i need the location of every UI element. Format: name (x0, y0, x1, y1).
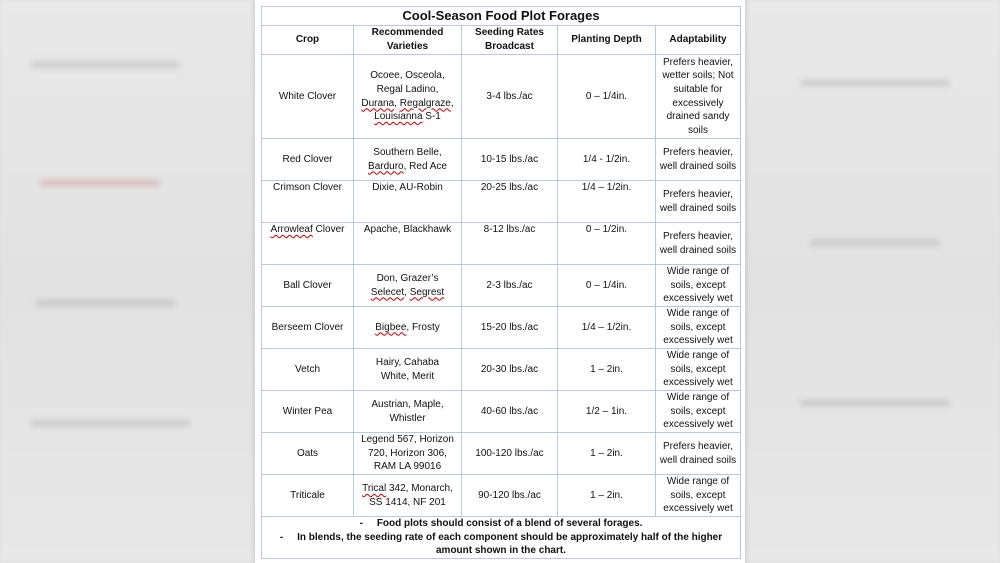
variety-line (356, 110, 459, 124)
crop-text: Arrowleaf (270, 224, 313, 235)
crop-cell: Oats (262, 433, 354, 475)
adaptability-cell: Wide range of soils, except excessively wet (656, 265, 741, 307)
variety-text: S-1 (422, 111, 441, 123)
table-title-row (262, 7, 741, 26)
variety-line (356, 482, 459, 496)
adaptability-cell: Prefers heavier, well drained soils (656, 223, 741, 265)
header-crop (262, 26, 354, 55)
varieties-cell: Dixie, AU-Robin (354, 181, 462, 223)
blurred-decoration (40, 180, 160, 186)
variety-text: Durana (361, 97, 395, 109)
crop-cell: Berseem Clover (262, 307, 354, 349)
seeding-rate-cell: 20-25 lbs./ac (462, 181, 558, 223)
header-varieties-line1: Recommended (371, 27, 444, 39)
adaptability-cell: Wide range of soils, except excessively wet (656, 349, 741, 391)
variety-text: , Red Ace (403, 160, 447, 172)
crop-cell: Vetch (262, 349, 354, 391)
varieties-cell (354, 265, 462, 307)
planting-depth-cell: 0 – 1/2in. (558, 223, 656, 265)
table-title: Cool-Season Food Plot Forages (262, 7, 741, 26)
seeding-rate-cell: 10-15 lbs./ac (462, 139, 558, 181)
header-crop-label: Crop (295, 34, 320, 46)
planting-depth-cell: 1/4 – 1/2in. (558, 307, 656, 349)
table-row (262, 433, 741, 475)
seeding-rate-cell: 90-120 lbs./ac (462, 475, 558, 517)
crop-cell: Crimson Clover (262, 181, 354, 223)
note-blend: - Food plots should consist of a blend of several forages. (359, 518, 643, 529)
adaptability-cell: Prefers heavier, well drained soils (656, 139, 741, 181)
planting-depth-cell: 1 – 2in. (558, 433, 656, 475)
adaptability-cell: Wide range of soils, except excessively wet (656, 307, 741, 349)
variety-text: Hairy, Cahaba (375, 356, 440, 368)
variety-text: , (394, 97, 400, 109)
varieties-cell (354, 433, 462, 475)
table-row (262, 391, 741, 433)
header-seeding-rates (462, 26, 558, 55)
variety-text: RAM LA 99016 (373, 461, 442, 473)
varieties-cell (354, 139, 462, 181)
seeding-rate-cell: 40-60 lbs./ac (462, 391, 558, 433)
variety-text: , (404, 286, 410, 298)
table-header-row (262, 26, 741, 55)
variety-text: 720, Horizon 306, (368, 447, 447, 459)
varieties-cell (354, 391, 462, 433)
planting-depth-cell: 1 – 2in. (558, 349, 656, 391)
table-row (262, 55, 741, 139)
adaptability-cell: Prefers heavier, well drained soils (656, 181, 741, 223)
crop-cell: Red Clover (262, 139, 354, 181)
planting-depth-cell: 1/2 – 1in. (558, 391, 656, 433)
variety-text: , Frosty (406, 321, 440, 333)
variety-text: Regalgraze (399, 97, 451, 109)
document-page (255, 0, 745, 563)
header-rates-line2: Broadcast (485, 41, 534, 52)
variety-text: Legend 567, Horizon (361, 434, 454, 446)
blurred-decoration (30, 420, 190, 426)
planting-depth-cell: 1/4 – 1/2in. (558, 181, 656, 223)
table-row (262, 181, 741, 223)
seeding-rate-cell: 15-20 lbs./ac (462, 307, 558, 349)
varieties-cell (354, 55, 462, 139)
blurred-decoration (800, 80, 950, 86)
variety-text: , (450, 97, 454, 109)
note-seeding-rate: - In blends, the seeding rate of each component should be approximately half of the higher amount shown in the chart. (279, 531, 725, 557)
crop-text: Clover (312, 224, 345, 235)
variety-text: Don, Grazer’s (376, 272, 439, 284)
adaptability-cell: Prefers heavier, well drained soils (656, 433, 741, 475)
header-depth-label: Planting Depth (571, 34, 642, 46)
table-notes-row (262, 517, 741, 559)
adaptability-cell: Prefers heavier, wetter soils; Not suitable for excessively drained sandy soils (656, 55, 741, 139)
variety-text: Whistler (389, 412, 426, 424)
variety-text: Regal Ladino, (376, 83, 439, 95)
seeding-rate-cell: 20-30 lbs./ac (462, 349, 558, 391)
table-row (262, 307, 741, 349)
variety-text: Selecet (370, 286, 405, 298)
variety-line (356, 97, 459, 111)
blurred-background-left (0, 0, 255, 563)
notes-cell (262, 517, 741, 559)
variety-text: Ocoee, Osceola, (370, 70, 445, 82)
variety-text: Segrest (409, 286, 445, 298)
varieties-cell: Apache, Blackhawk (354, 223, 462, 265)
header-adaptability-label: Adaptability (669, 34, 727, 46)
crop-cell (262, 223, 354, 265)
planting-depth-cell: 1 – 2in. (558, 475, 656, 517)
variety-line (356, 160, 459, 174)
variety-text: White, Merit (380, 370, 435, 382)
seeding-rate-cell: 2-3 lbs./ac (462, 265, 558, 307)
variety-text: Bigbee (375, 321, 407, 333)
variety-text: Austrian, Maple, (371, 398, 444, 410)
seeding-rate-cell: 8-12 lbs./ac (462, 223, 558, 265)
crop-cell: Winter Pea (262, 391, 354, 433)
varieties-cell (354, 349, 462, 391)
blurred-decoration (30, 62, 180, 68)
crop-cell: Triticale (262, 475, 354, 517)
header-rates-line1: Seeding Rates (475, 27, 544, 39)
planting-depth-cell: 0 – 1/4in. (558, 55, 656, 139)
table-row (262, 265, 741, 307)
blurred-decoration (810, 240, 940, 246)
variety-line (356, 286, 459, 300)
adaptability-cell: Wide range of soils, except excessively wet (656, 475, 741, 517)
table-row (262, 139, 741, 181)
variety-text: Louisianna (374, 111, 423, 123)
table-row (262, 349, 741, 391)
forages-table (261, 6, 741, 559)
header-varieties-line2: Varieties (386, 41, 429, 52)
seeding-rate-cell: 100-120 lbs./ac (462, 433, 558, 475)
planting-depth-cell: 0 – 1/4in. (558, 265, 656, 307)
crop-cell: Ball Clover (262, 265, 354, 307)
header-planting-depth (558, 26, 656, 55)
table-row (262, 223, 741, 265)
varieties-cell (354, 475, 462, 517)
table-row (262, 475, 741, 517)
varieties-cell (354, 307, 462, 349)
blurred-decoration (35, 300, 175, 306)
variety-text: Barduro (368, 160, 404, 172)
blurred-decoration (800, 400, 950, 406)
variety-text: Southern Belle, (373, 146, 442, 158)
header-varieties (354, 26, 462, 55)
seeding-rate-cell: 3-4 lbs./ac (462, 55, 558, 139)
header-adaptability (656, 26, 741, 55)
crop-cell: White Clover (262, 55, 354, 139)
adaptability-cell: Wide range of soils, except excessively wet (656, 391, 741, 433)
planting-depth-cell: 1/4 - 1/2in. (558, 139, 656, 181)
variety-text: Trical (362, 482, 387, 494)
variety-text: SS 1414, NF 201 (369, 496, 446, 508)
variety-text: 342, Monarch, (386, 482, 453, 494)
